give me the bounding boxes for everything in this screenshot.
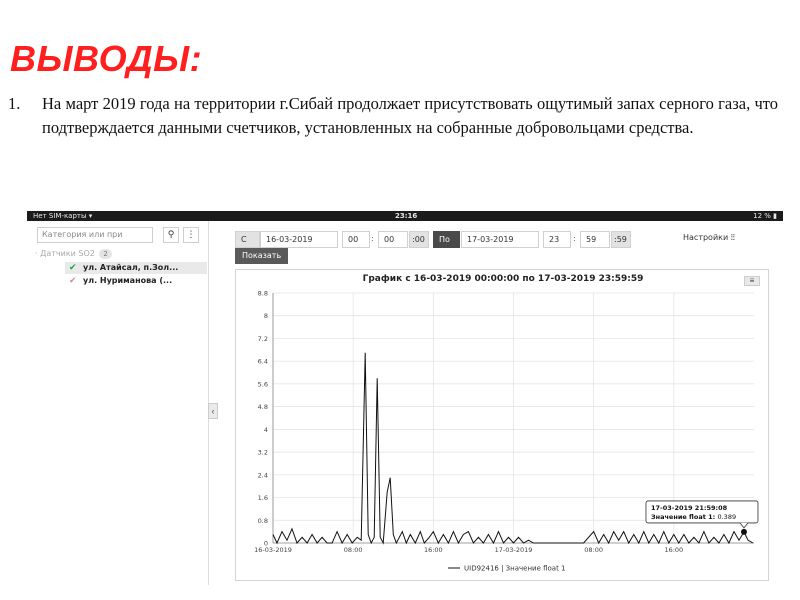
battery-status: 12 % ▮ — [753, 212, 777, 220]
x-tick-label: 17-03-2019 — [494, 546, 533, 554]
x-tick-label: 08:00 — [584, 546, 604, 554]
check-icon: ✔ — [69, 276, 77, 286]
status-bar — [27, 211, 783, 221]
clock: 23:16 — [395, 212, 418, 220]
count-badge: 2 — [99, 249, 111, 259]
search-button[interactable] — [163, 227, 179, 243]
tree-branch-icon: · — [35, 249, 38, 258]
settings-button[interactable] — [683, 233, 735, 243]
y-tick-label: 7.2 — [257, 334, 268, 343]
search-icon: ⚲ — [167, 230, 175, 240]
slide-title: ВЫВОДЫ: — [10, 38, 203, 79]
tooltip-date: 17-03-2019 21:59:08 — [650, 503, 728, 512]
from-minute-input[interactable]: 00 — [378, 231, 408, 248]
y-tick-label: 6.4 — [257, 357, 268, 366]
to-date-input[interactable]: 17-03-2019 — [461, 231, 539, 248]
finding-item — [8, 92, 778, 140]
chart-title: График с 16-03-2019 00:00:00 по 17-03-2019 23:59:59 — [362, 274, 644, 284]
to-minute-input[interactable]: 59 — [580, 231, 610, 248]
time-separator: : — [371, 234, 374, 243]
y-tick-label: 2.4 — [257, 471, 268, 480]
time-separator: : — [573, 234, 576, 243]
chart-panel — [235, 269, 769, 581]
tree-group-label: Датчики SO2 — [40, 249, 95, 258]
x-tick-label: 16:00 — [664, 546, 684, 554]
tooltip-pointer — [740, 523, 748, 528]
app-screenshot — [27, 211, 783, 585]
sidebar-collapse-button[interactable]: ‹ — [208, 403, 218, 419]
y-tick-label: 4.8 — [257, 403, 268, 412]
x-tick-label: 16:00 — [423, 546, 443, 554]
to-label: По — [433, 231, 460, 248]
search-input[interactable]: Категория или при — [37, 227, 153, 243]
y-tick-label: 0.8 — [257, 516, 268, 525]
sensor-item-nurimanova[interactable] — [65, 275, 207, 287]
legend-label: UID92416 | Значение float 1 — [464, 564, 566, 573]
chart-menu-button[interactable]: ≡ — [744, 276, 760, 286]
more-button[interactable] — [183, 227, 199, 243]
y-tick-label: 4 — [263, 425, 268, 434]
finding-number: 1. — [8, 94, 21, 113]
show-button[interactable]: Показать — [235, 248, 288, 264]
from-seconds: :00 — [409, 231, 429, 248]
check-icon: ✔ — [69, 263, 77, 273]
y-tick-label: 8 — [263, 312, 268, 321]
from-label: С — [235, 231, 260, 248]
sensor-item-label: ул. Нуриманова (... — [83, 276, 173, 285]
y-tick-label: 8.8 — [257, 289, 268, 298]
x-tick-label: 16-03-2019 — [254, 546, 292, 554]
to-hour-input[interactable]: 23 — [543, 231, 571, 248]
sidebar — [27, 221, 209, 585]
more-vertical-icon: ⋮ — [186, 230, 196, 240]
tree-group-so2[interactable] — [35, 249, 112, 259]
from-hour-input[interactable]: 00 — [342, 231, 370, 248]
sensor-item-label: ул. Атайсал, п.Зол... — [83, 263, 179, 272]
y-tick-label: 3.2 — [257, 448, 268, 457]
y-tick-label: 0 — [263, 539, 268, 548]
from-date-input[interactable]: 16-03-2019 — [260, 231, 338, 248]
finding-text: На март 2019 года на территории г.Сибай продолжает присутствовать ощутимый запах серного газа, что подтверждается данными счетчиков, установленных на собранные добровольцами средства. — [42, 94, 778, 137]
to-seconds: :59 — [611, 231, 631, 248]
highlight-point — [741, 529, 747, 535]
y-tick-label: 1.6 — [257, 494, 268, 503]
x-tick-label: 08:00 — [343, 546, 363, 554]
settings-label: Настройки — [683, 233, 729, 242]
line-chart — [236, 270, 770, 582]
tooltip-value: Значение float 1: 0.389 — [650, 512, 737, 521]
carrier-status: Нет SIM-карты ▾ — [33, 212, 93, 220]
y-tick-label: 5.6 — [257, 380, 268, 389]
sensor-item-ataysal[interactable] — [65, 262, 207, 274]
sliders-icon: ⫶⫶ — [730, 233, 735, 242]
